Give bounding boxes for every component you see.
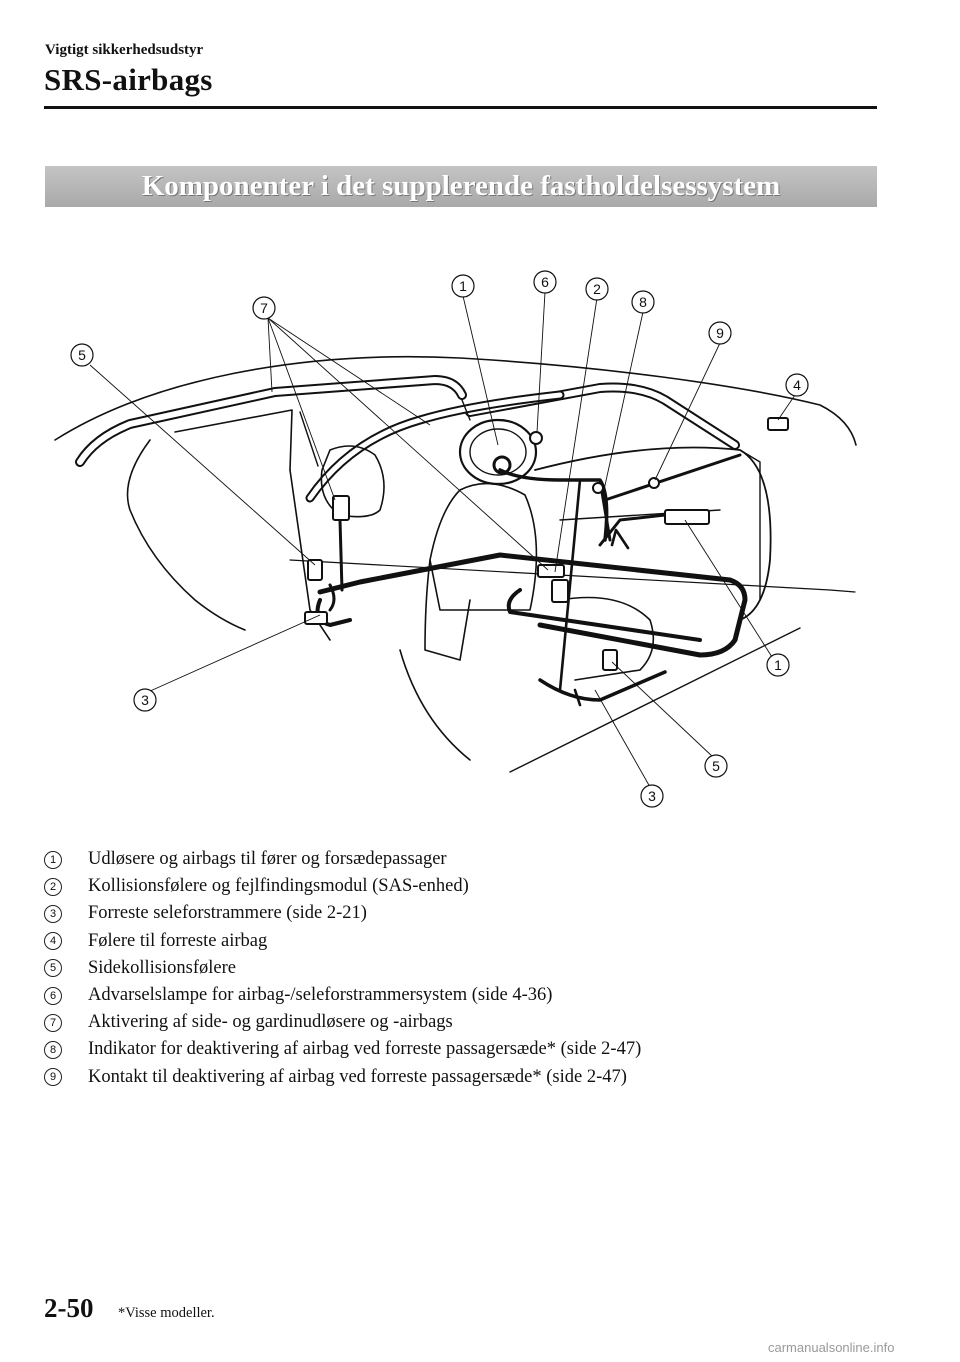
callout-1: 1 [459, 278, 467, 294]
legend-number: 6 [44, 987, 62, 1005]
callout-6: 6 [541, 274, 549, 290]
callout-3-left: 3 [141, 692, 149, 708]
legend-item [44, 846, 641, 873]
section-banner [45, 166, 877, 207]
legend-item [44, 1064, 641, 1091]
watermark-link[interactable]: carmanualsonline.info [768, 1340, 895, 1355]
legend-number: 3 [44, 905, 62, 923]
legend-text: Følere til forreste airbag [88, 930, 268, 951]
callout-5-top: 5 [78, 347, 86, 363]
page-title: SRS-airbags [44, 62, 213, 97]
callout-9: 9 [716, 325, 724, 341]
legend-item [44, 1036, 641, 1063]
legend-item [44, 1009, 641, 1036]
callout-3-bottom: 3 [648, 788, 656, 804]
callout-7: 7 [260, 300, 268, 316]
component-legend [44, 846, 641, 1091]
callout-4: 4 [793, 377, 801, 393]
legend-item [44, 928, 641, 955]
legend-item [44, 900, 641, 927]
legend-item [44, 955, 641, 982]
page-number: 2-50 [44, 1293, 94, 1323]
legend-number: 9 [44, 1068, 62, 1086]
footnote: *Visse modeller. [118, 1305, 215, 1321]
legend-number: 2 [44, 878, 62, 896]
legend-text: Indikator for deaktivering af airbag ved forreste passagersæde* (side 2-47) [88, 1039, 642, 1060]
callout-2: 2 [593, 281, 601, 297]
legend-text: Kontakt til deaktivering af airbag ved forreste passagersæde* (side 2-47) [88, 1066, 627, 1087]
legend-text: Kollisionsfølere og fejlfindingsmodul (SAS-enhed) [88, 876, 469, 897]
callout-1-right: 1 [774, 657, 782, 673]
legend-number: 7 [44, 1014, 62, 1032]
legend-text: Forreste seleforstrammere (side 2-21) [88, 903, 367, 924]
legend-number: 1 [44, 851, 62, 869]
legend-number: 5 [44, 959, 62, 977]
legend-text: Udløsere og airbags til fører og forsædepassager [88, 849, 447, 870]
legend-item [44, 982, 641, 1009]
callout-5-bottom: 5 [712, 758, 720, 774]
section-label: Vigtigt sikkerhedsudstyr [45, 42, 204, 58]
legend-text: Sidekollisionsfølere [88, 957, 236, 978]
header-divider [44, 106, 877, 109]
callout-8: 8 [639, 294, 647, 310]
legend-number: 8 [44, 1041, 62, 1059]
legend-item [44, 873, 641, 900]
legend-number: 4 [44, 932, 62, 950]
legend-text: Advarselslampe for airbag-/seleforstrammersystem (side 4-36) [88, 985, 553, 1006]
legend-text: Aktivering af side- og gardinudløsere og -airbags [88, 1012, 453, 1033]
banner-title: Komponenter i det supplerende fastholdelsessystem [141, 170, 781, 202]
srs-component-diagram [0, 230, 960, 830]
